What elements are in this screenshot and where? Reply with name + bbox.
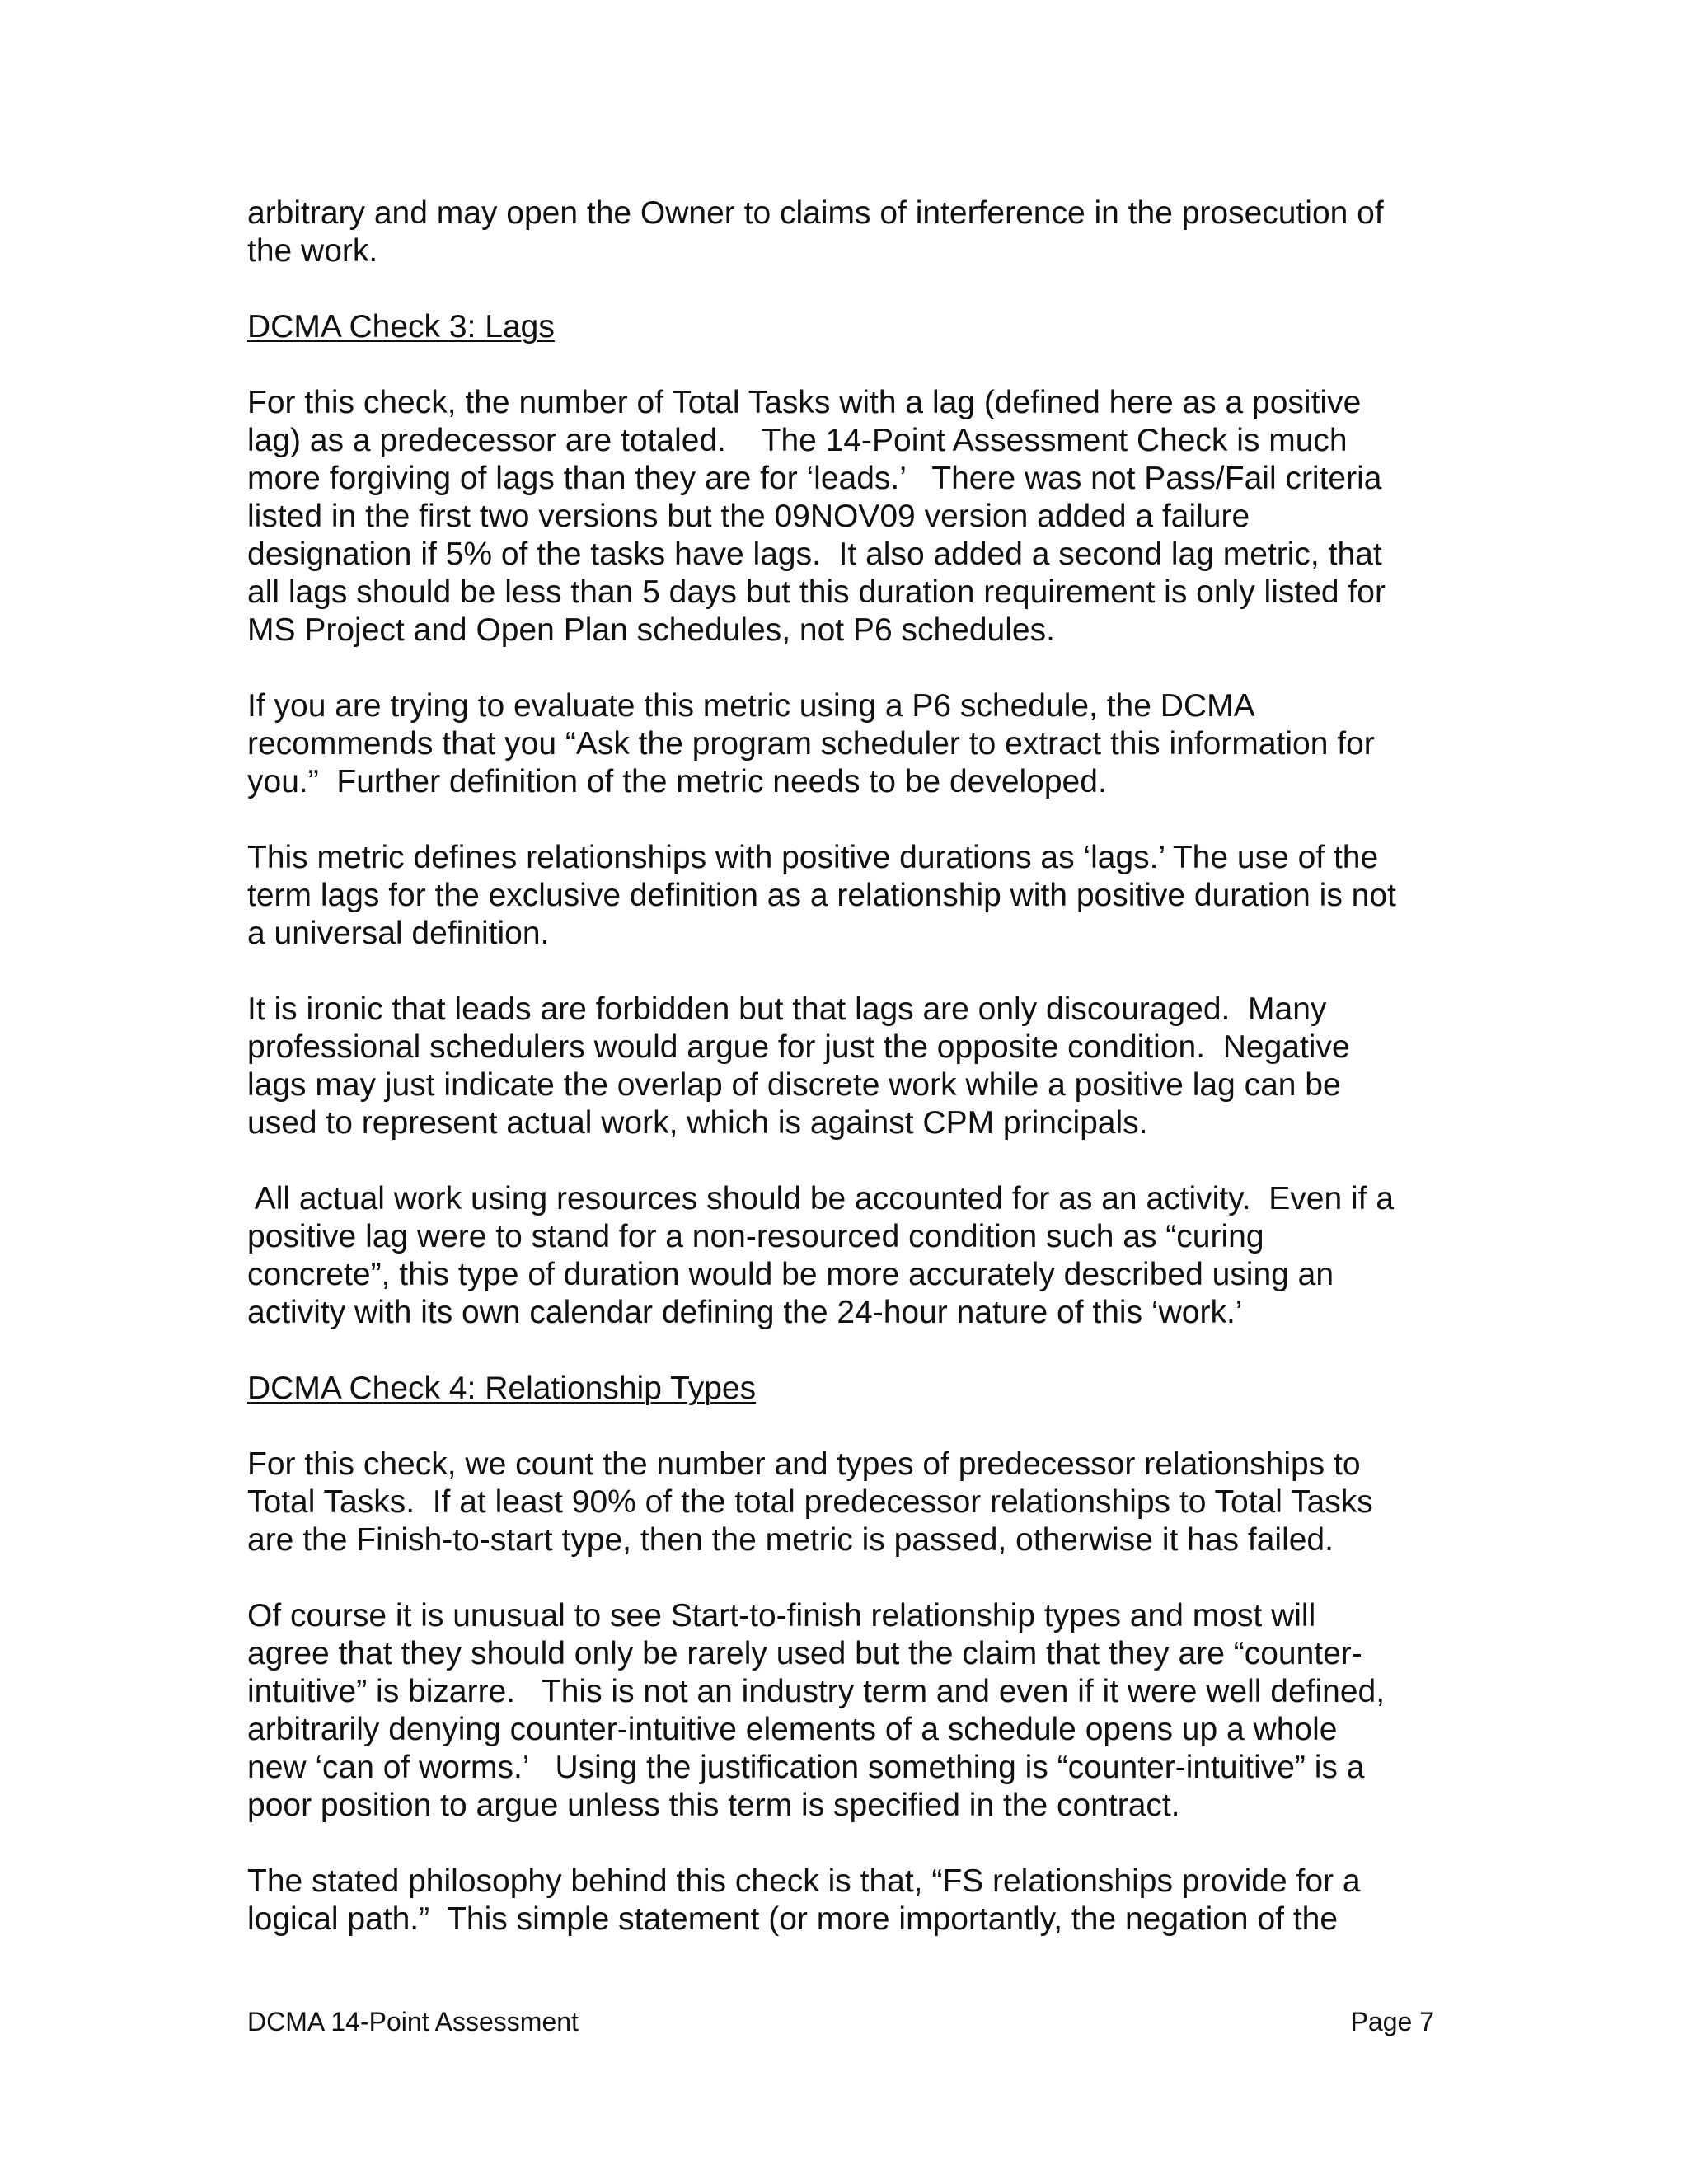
paragraph-line: more forgiving of lags than they are for ‘leads.’ There was not Pass/Fail criteria: [247, 461, 1382, 496]
paragraph-line: If you are trying to evaluate this metric using a P6 schedule, the DCMA: [247, 688, 1255, 724]
paragraph-line: new ‘can of worms.’ Using the justification something is “counter-intuitive” is a: [247, 1750, 1365, 1785]
paragraph-line: For this check, we count the number and types of predecessor relationships to: [247, 1446, 1361, 1482]
paragraph-line: are the Finish-to-start type, then the metric is passed, otherwise it has failed.: [247, 1522, 1334, 1558]
paragraph-line: you.” Further definition of the metric needs to be developed.: [247, 764, 1107, 799]
paragraph-line: listed in the first two versions but the 09NOV09 version added a failure: [247, 499, 1250, 534]
section-heading: DCMA Check 4: Relationship Types: [247, 1371, 757, 1406]
paragraph: [247, 991, 1451, 1142]
paragraph-line: all lags should be less than 5 days but this duration requirement is only listed for: [247, 574, 1386, 610]
paragraph: [247, 384, 1451, 649]
paragraph-line: term lags for the exclusive definition as a relationship with positive duration is not: [247, 878, 1396, 913]
paragraph-line: concrete”, this type of duration would be more accurately described using an: [247, 1257, 1334, 1292]
page-footer: [247, 2005, 1434, 2038]
paragraph-line: MS Project and Open Plan schedules, not P6 schedules.: [247, 612, 1055, 648]
paragraph-line: arbitrary and may open the Owner to claims of interference in the prosecution of: [247, 195, 1384, 231]
paragraph-line: positive lag were to stand for a non-resourced condition such as “curing: [247, 1219, 1264, 1254]
paragraph-line: lags may just indicate the overlap of discrete work while a positive lag can be: [247, 1067, 1341, 1103]
paragraph: [247, 194, 1451, 270]
paragraph-line: arbitrarily denying counter-intuitive elements of a schedule opens up a whole: [247, 1712, 1338, 1747]
paragraph-line: intuitive” is bizarre. This is not an industry term and even if it were well defined,: [247, 1674, 1386, 1709]
paragraph-line: This metric defines relationships with positive durations as ‘lags.’ The use of the: [247, 840, 1379, 875]
footer-document-title: DCMA 14-Point Assessment: [247, 2007, 579, 2036]
footer-page-number: Page 7: [1350, 2007, 1434, 2036]
paragraph: [247, 839, 1451, 953]
paragraph-line: agree that they should only be rarely used but the claim that they are “counter-: [247, 1636, 1362, 1671]
paragraph-line: activity with its own calendar defining the 24-hour nature of this ‘work.’: [247, 1295, 1243, 1330]
document-body: [247, 194, 1451, 1976]
paragraph-line: lag) as a predecessor are totaled. The 14-Point Assessment Check is much: [247, 423, 1348, 458]
paragraph-line: Of course it is unusual to see Start-to-finish relationship types and most will: [247, 1598, 1316, 1633]
paragraph-line: All actual work using resources should be accounted for as an activity. Even if a: [247, 1181, 1395, 1216]
paragraph-line: poor position to argue unless this term is specified in the contract.: [247, 1788, 1180, 1823]
paragraph-line: professional schedulers would argue for just the opposite condition. Negative: [247, 1029, 1350, 1065]
paragraph-line: logical path.” This simple statement (or more importantly, the negation of the: [247, 1901, 1339, 1937]
paragraph-line: designation if 5% of the tasks have lags. It also added a second lag metric, that: [247, 537, 1382, 572]
paragraph-line: Total Tasks. If at least 90% of the total predecessor relationships to Total Tasks: [247, 1484, 1373, 1520]
paragraph-line: The stated philosophy behind this check is that, “FS relationships provide for a: [247, 1863, 1361, 1899]
paragraph-line: recommends that you “Ask the program scheduler to extract this information for: [247, 726, 1375, 762]
paragraph-line: used to represent actual work, which is against CPM principals.: [247, 1105, 1148, 1141]
paragraph: [247, 1446, 1451, 1559]
paragraph-line: the work.: [247, 233, 378, 269]
paragraph-line: a universal definition.: [247, 916, 550, 951]
paragraph-line: It is ironic that leads are forbidden but that lags are only discouraged. Many: [247, 991, 1327, 1027]
paragraph: [247, 1180, 1451, 1332]
paragraph-line: For this check, the number of Total Tasks with a lag (defined here as a positive: [247, 385, 1362, 420]
paragraph: [247, 687, 1451, 801]
paragraph: [247, 1597, 1451, 1825]
section-heading: DCMA Check 3: Lags: [247, 309, 555, 344]
paragraph: [247, 1863, 1451, 1938]
